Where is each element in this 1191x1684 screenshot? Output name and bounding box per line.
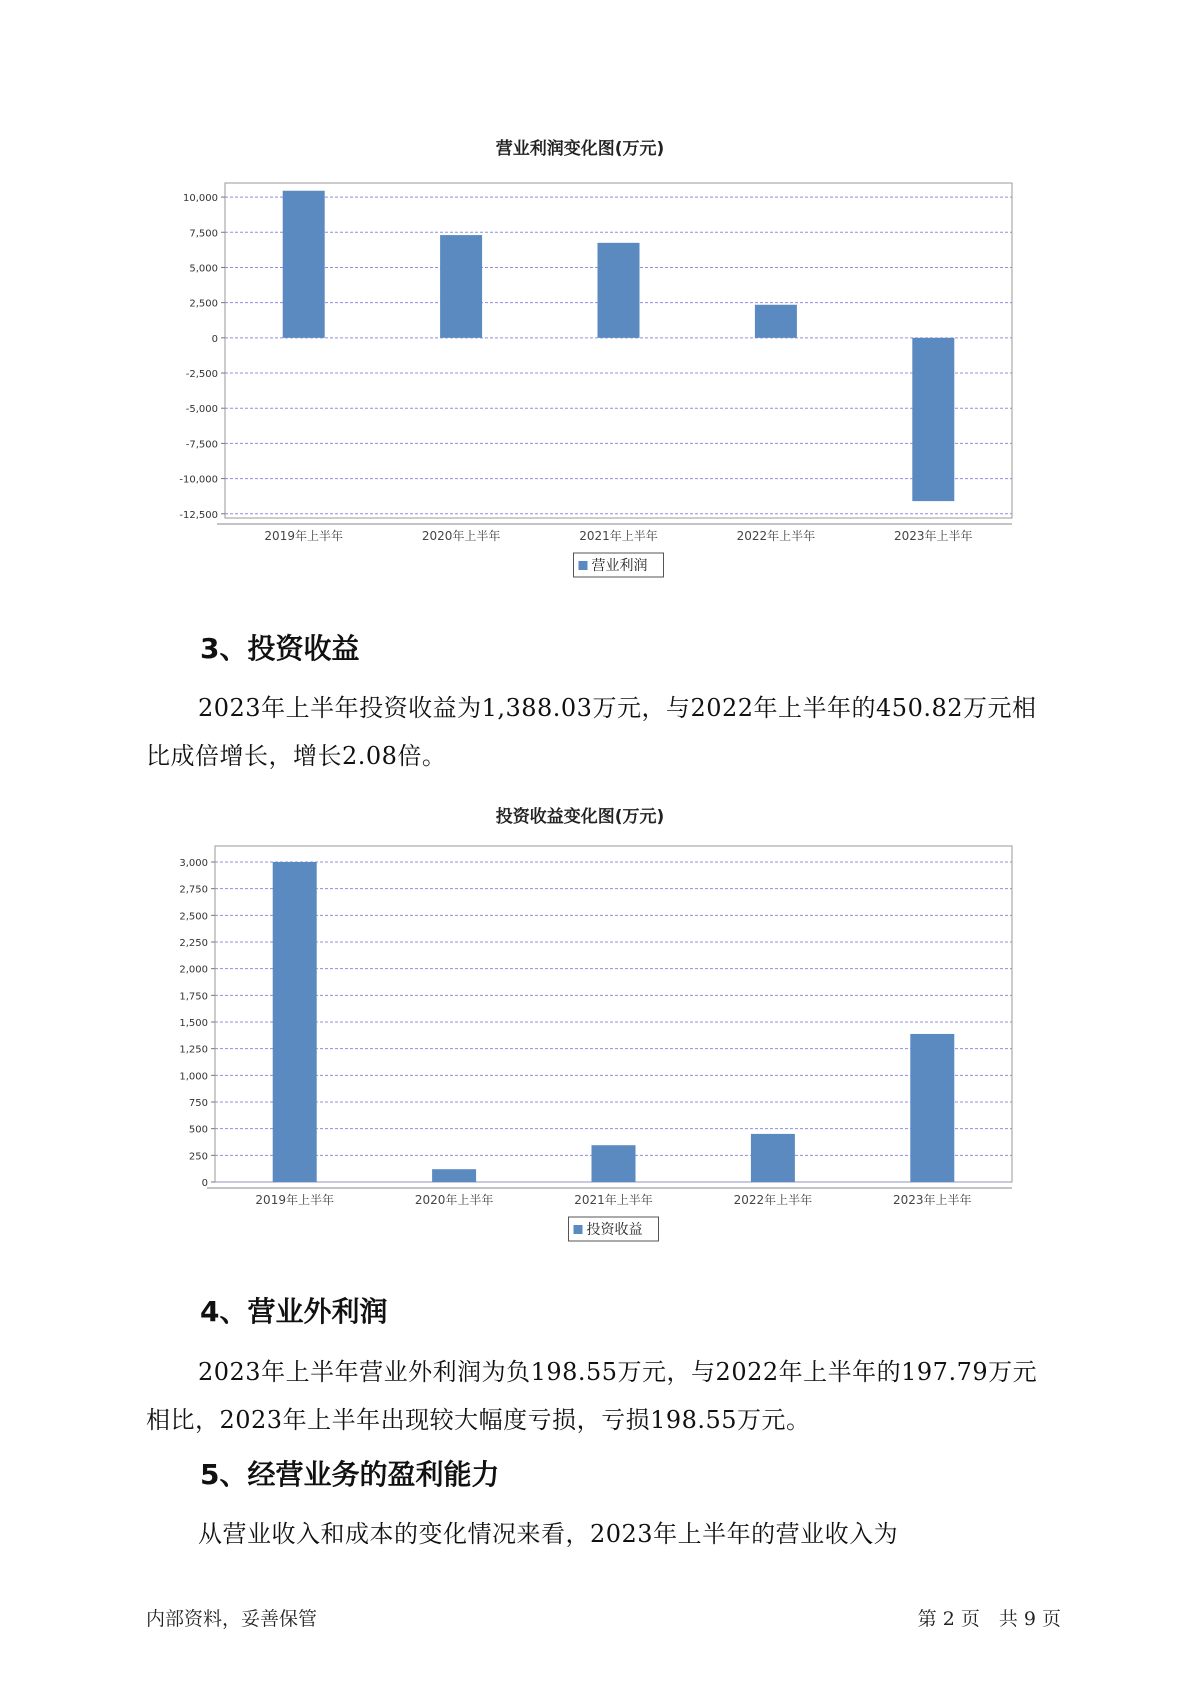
footer-left: 内部资料，妥善保管 [146,1608,318,1630]
legend-label: 营业利润 [591,558,648,574]
operating-profit-chart [150,160,1030,580]
plot-area [215,846,1012,1182]
y-tick-label: 750 [188,1098,208,1109]
x-tick-label: 2022年上半年 [736,529,816,543]
section3-heading: 3、投资收益 [200,632,360,665]
section3-paragraph: 2023年上半年投资收益为1,388.03万元，与2022年上半年的450.82万元相比成倍增长，增长2.08倍。 [146,694,1037,770]
x-tick-label: 2019年上半年 [255,1193,334,1207]
bar [910,1034,954,1182]
x-tick-label: 2021年上半年 [579,529,658,543]
legend-label: 投资收益 [586,1222,643,1238]
legend-swatch [574,1225,583,1234]
y-tick-label: 500 [188,1124,208,1136]
y-tick-label: -7,500 [185,439,218,451]
chart2-title: 投资收益变化图(万元) [495,807,665,827]
y-tick-label: 7,500 [189,228,218,240]
section4-paragraph: 2023年上半年营业外利润为负198.55万元，与2022年上半年的197.79万元相比，2023年上半年出现较大幅度亏损，亏损198.55万元。 [146,1358,1038,1434]
section4-heading: 4、营业外利润 [200,1295,388,1328]
bar [283,191,325,338]
chart1-title: 营业利润变化图(万元) [495,139,665,159]
y-tick-label: 2,750 [179,884,208,896]
y-tick-label: 250 [188,1151,208,1163]
y-tick-label: 3,000 [179,858,208,869]
y-tick-label: -10,000 [179,474,218,486]
bar [912,338,954,501]
bar [432,1169,476,1182]
y-tick-label: -5,000 [185,404,218,416]
x-tick-label: 2020年上半年 [421,529,501,543]
x-tick-label: 2022年上半年 [733,1193,813,1207]
x-tick-label: 2023年上半年 [893,1193,972,1207]
section5-paragraph: 从营业收入和成本的变化情况来看，2023年上半年的营业收入为 [198,1520,899,1548]
x-tick-label: 2021年上半年 [574,1193,653,1207]
legend-swatch [579,561,588,570]
x-tick-label: 2019年上半年 [264,529,343,543]
section5-heading: 5、经营业务的盈利能力 [200,1458,500,1491]
y-tick-label: 0 [211,333,218,345]
bar [751,1134,795,1182]
investment-income-chart [150,830,1030,1250]
bar [755,305,797,338]
footer-page-number: 第 2 页 共 9 页 [917,1608,1061,1630]
bar [598,243,640,338]
y-tick-label: 2,250 [179,938,208,949]
y-tick-label: 5,000 [189,263,218,275]
y-tick-label: 0 [201,1178,208,1189]
x-tick-label: 2020年上半年 [414,1193,494,1207]
y-tick-label: 1,250 [179,1044,208,1056]
y-tick-label: 1,750 [179,991,208,1003]
y-tick-label: 2,000 [179,964,208,976]
y-tick-label: -12,500 [179,509,218,521]
y-tick-label: 1,500 [179,1018,208,1029]
y-tick-label: 10,000 [183,193,218,205]
bar [440,235,482,338]
plot-area [225,183,1012,518]
y-tick-label: 2,500 [179,911,208,923]
y-tick-label: 2,500 [189,298,218,310]
y-tick-label: -2,500 [185,369,218,381]
bar [273,862,317,1182]
bar [592,1145,636,1182]
y-tick-label: 1,000 [179,1071,208,1083]
x-tick-label: 2023年上半年 [894,529,973,543]
